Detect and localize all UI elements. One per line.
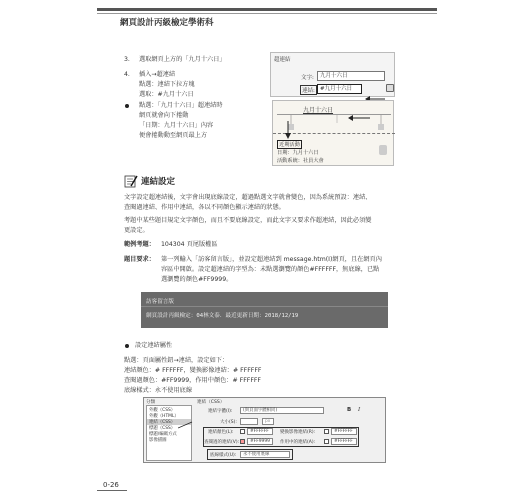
bold-button[interactable]: B [347,407,352,413]
link-september-16[interactable]: 九月十六日 [303,107,334,114]
copyright-line: 網頁設計丙級檢定：04林文泰．最近更新日期：2018/12/19 [146,313,299,319]
bullet2-line-3: 查閱過顏色：#FF9999，作用中顏色：# FFFFFF [124,377,261,384]
size-select[interactable] [240,418,258,425]
link-color-label: 連結顏色(L): [208,430,234,435]
bullet2-line-4: 底線樣式：永不使用底線 [124,387,193,394]
exam-label: 範例考題： [124,241,155,248]
category-links-css[interactable]: 連結（CSS） [147,419,191,425]
top-link-strip [277,103,391,115]
exam-value: 104304 頁尾版權區 [161,241,218,248]
footer-sample-preview [141,292,388,328]
page-properties-dialog [143,397,386,463]
underline-style-label: 底線樣式(U): [210,453,237,458]
bullet2-title: 設定連結屬性 [135,342,173,349]
visited-label: 查閱過的連結(V): [204,440,240,445]
color-fields-highlight [203,427,359,447]
text-label: 文字: [301,75,314,81]
section-title: 連結設定 [141,177,176,187]
bullet1-line-3: 「日期：九月十六日」內容 [139,122,214,129]
category-header: 分類 [146,400,156,405]
paragraph-1-line-1: 文字設定超連結後，文字會出現底線設定，超過點選文字就會變色，因為系統預設：連結、 [124,194,372,201]
folder-icon[interactable] [386,84,394,92]
requirement-line-1: 第一列輸入「訪客留言版」，並設定超連結到 message.htm(I)網頁，且在網頁內 [161,256,382,263]
rollover-color-field[interactable]: #FFFFFF [331,428,357,435]
category-appearance-css[interactable]: 外觀（CSS） [149,408,176,413]
hyperlink-dialog-title: 超連結 [274,57,291,63]
requirement-line-2: 容區中開啟。設定超連結的字型為：未點選瀏覽的顏色#FFFFFF，無底線，已點 [161,266,380,273]
guestbook-link[interactable]: 訪客留言版 [146,299,174,305]
size-unit-select[interactable]: px [262,418,274,425]
footer-rule [97,490,127,491]
category-headings-css[interactable]: 標題（CSS） [149,426,176,431]
link-font-select[interactable]: (與頁面字體相同) [240,407,324,414]
step-4-sub-1: 點選：連結下拉方塊 [139,81,195,88]
bullet1-line-1: 點選：「九月十六日」超連結時 [139,102,223,109]
active-color-field[interactable]: #FFFFFF [331,438,357,445]
bullet1-line-2: 網頁就會向下捲動 [139,112,189,119]
underline-style-select[interactable]: 永不使用底線 [240,451,290,458]
hyperlink-dialog-screenshot [270,52,395,97]
event-date-line: 日期：九月十六日 [277,150,319,156]
page-scroll-screenshot [272,100,394,166]
pencil-note-icon [124,173,138,187]
decorative-lanterns [277,115,391,131]
page-number: 0-26 [103,481,119,489]
bullet2-line-1: 點選：頁面屬性鈕→連結，設定如下： [124,357,229,364]
link-field[interactable]: #九月十六日 [317,84,362,94]
header-rule [97,8,437,11]
text-field[interactable]: 九月十六日 [317,71,385,81]
requirement-label: 題目要求： [124,256,155,263]
active-label: 作用中的連結(A): [280,440,316,445]
header-rule-thin [97,13,437,14]
bullet-dot [125,104,129,108]
link-label: 連結: [300,85,317,95]
step-3-text: 選取網頁上方的「九月十六日」 [139,56,226,63]
category-appearance-html[interactable]: 外觀（HTML） [149,414,179,419]
paragraph-2-line-2: 更設定。 [124,227,149,234]
event-system-line: 活動系統：社員大會 [277,158,324,164]
step-4-sub-2: 選取：#九月十六日 [139,91,194,98]
requirement-line-3: 選瀏覽的顏色#FF9999。 [161,276,233,283]
link-font-label: 連結字體(I): [208,409,233,414]
rollover-label: 變換影像連結(R): [280,430,316,435]
category-title-encoding[interactable]: 標題/編碼方式 [149,432,177,437]
size-label: 大小(S): [220,420,237,425]
running-header-title: 網頁設計丙級檢定學術科 [120,18,214,28]
step-4-text: 插入→超連結 [139,71,176,78]
paragraph-2-line-1: 考題中某些題目規定文字顏色，而且不要底線設定，而此文字又要求作超連結，因此必須變 [124,217,372,224]
bullet2-line-2: 連結顏色：# FFFFFF，變換影像連結：# FFFFFF [124,367,262,374]
step-3-number: 3. [124,56,130,63]
bullet-dot [125,344,129,348]
visited-color-field[interactable]: #FF9999 [247,438,273,445]
sample-divider [141,306,388,307]
links-panel-title: 連結（CSS） [197,400,225,405]
dashed-separator [273,133,395,134]
category-tracing-image[interactable]: 影像描圖 [149,438,167,443]
underline-highlight [207,449,293,460]
link-color-field[interactable]: #FFFFFF [247,428,273,435]
italic-button[interactable]: I [358,407,361,413]
arrow-pointer-icon [178,414,194,433]
lantern-icon [379,145,387,155]
bullet1-line-4: 便會捲動動至網頁最上方 [139,132,208,139]
paragraph-1-line-2: 查閱過連結、作用中連結，各以不同顏色顯示連結的狀態。 [124,204,285,211]
recent-events-heading: 近期活動 [279,142,300,148]
step-4-number: 4. [124,71,130,78]
